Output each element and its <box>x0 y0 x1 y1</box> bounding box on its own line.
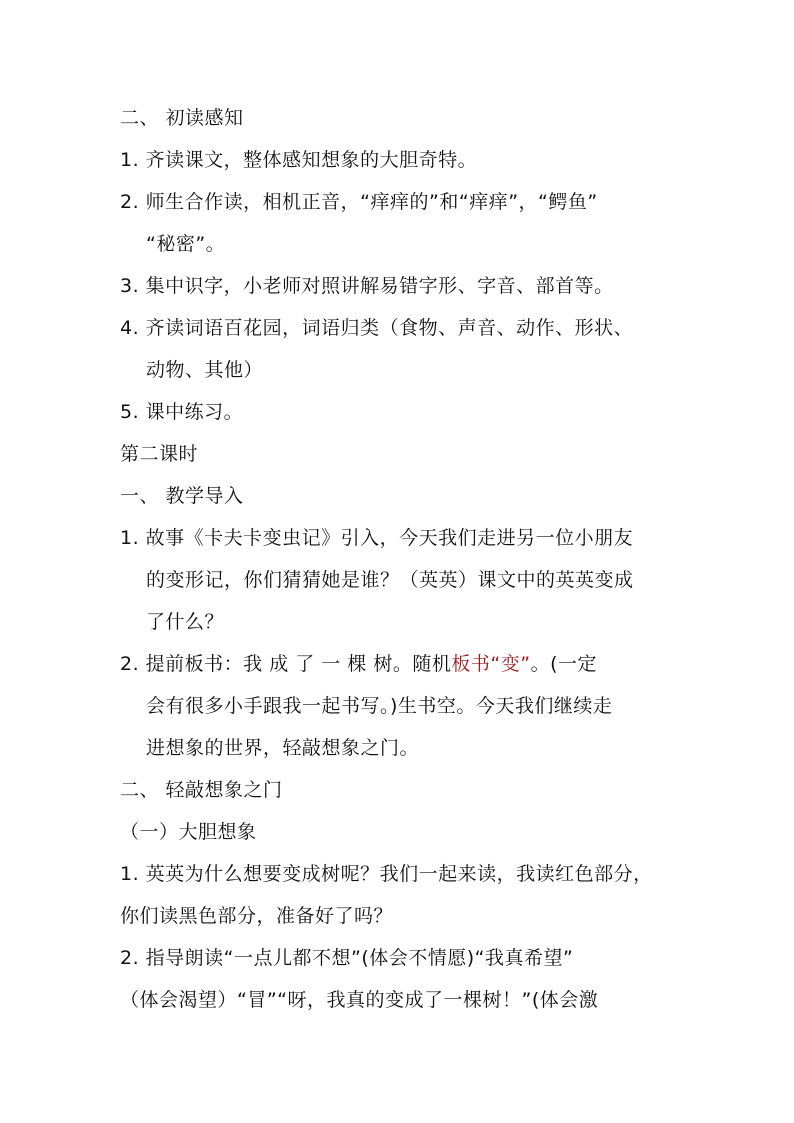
list-item-continuation: 会有很多小手跟我一起书写。)生书空。今天我们继续走 <box>146 695 613 717</box>
section-heading-imagination: 二、 轻敲想象之门 <box>120 779 283 801</box>
list-item-continuation: （体会渴望）“冒”“呀，我真的变成了一棵树！”(体会激 <box>120 989 599 1011</box>
list-item: 2. 指导朗读“一点儿都不想”(体会不情愿)“我真希望” <box>120 947 574 969</box>
list-item: 1. 英英为什么想要变成树呢？我们一起来读，我读红色部分， <box>120 863 653 885</box>
list-item <box>120 652 597 676</box>
list-item: 1. 齐读课文，整体感知想象的大胆奇特。 <box>120 149 478 171</box>
list-item: 1. 故事《卡夫卡变虫记》引入，今天我们走进另一位小朋友 <box>120 527 634 549</box>
list-item-continuation: 动物、其他） <box>146 359 264 381</box>
highlighted-text: 板书“变” <box>451 653 531 675</box>
list-item-continuation: 你们读黑色部分，准备好了吗？ <box>120 905 394 927</box>
list-item-continuation: 的变形记，你们猜猜她是谁？（英英）课文中的英英变成 <box>146 569 634 591</box>
list-item-continuation: 进想象的世界，轻敲想象之门。 <box>146 737 420 759</box>
section-heading-introduction: 一、 教学导入 <box>120 485 244 507</box>
list-item-continuation: “秘密”。 <box>146 233 226 255</box>
list-item: 5. 课中练习。 <box>120 401 244 423</box>
list-item: 2. 师生合作读，相机正音，“痒痒的”和“痒痒”，“鳄鱼” <box>120 191 598 213</box>
lesson-title: 第二课时 <box>120 443 199 465</box>
section-heading-first-reading: 二、 初读感知 <box>120 107 244 129</box>
list-item: 4. 齐读词语百花园，词语归类（食物、声音、动作、形状、 <box>120 317 634 339</box>
list-item: 3. 集中识字，小老师对照讲解易错字形、字音、部首等。 <box>120 275 614 297</box>
list-item-text: 。(一定 <box>530 653 597 675</box>
subsection-heading: （一）大胆想象 <box>120 821 257 843</box>
list-item-continuation: 了什么？ <box>146 611 225 633</box>
list-item-text: 2. 提前板书：我 成 了 一 棵 树。随机 <box>120 653 452 675</box>
